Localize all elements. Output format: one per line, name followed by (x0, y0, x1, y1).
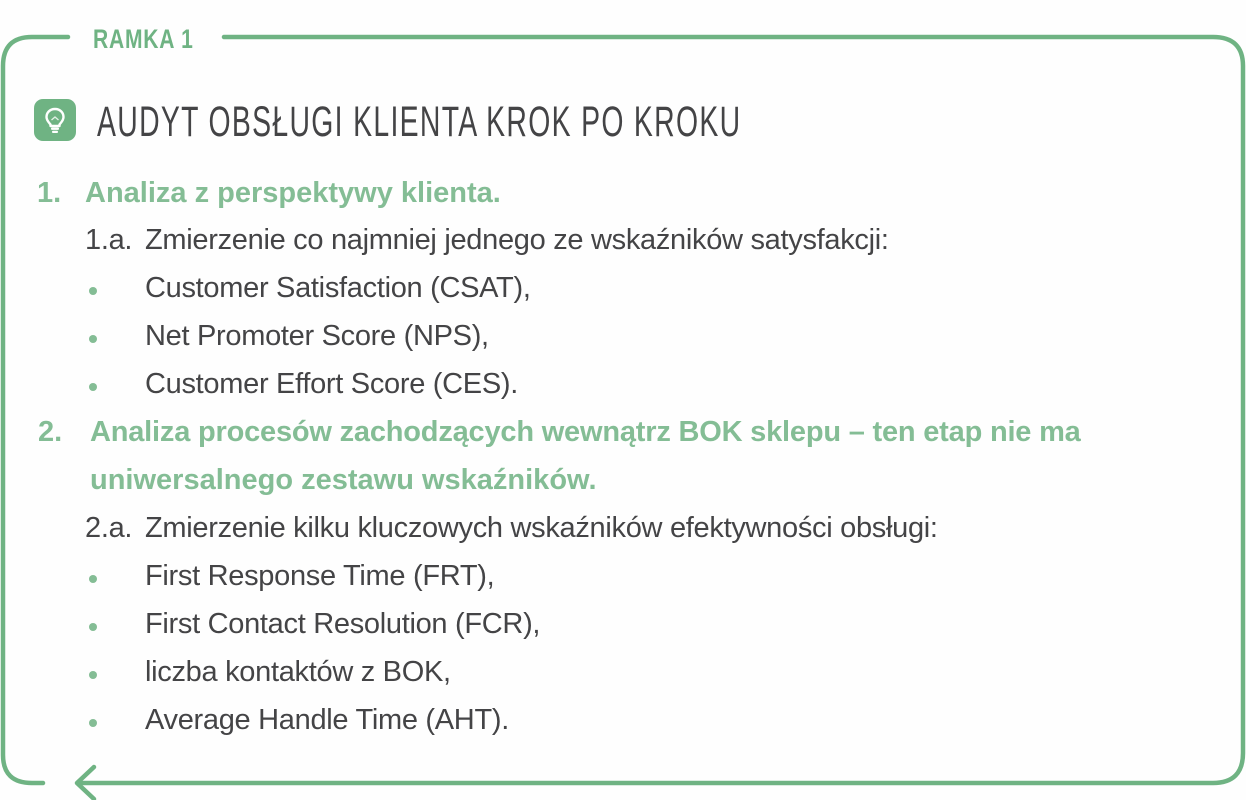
step-1-heading: Analiza z perspektywy klienta. (85, 177, 501, 209)
bullet-icon (89, 335, 97, 343)
step-1-number: 1. (37, 177, 62, 209)
step-2a-text: Zmierzenie kilku kluczowych wskaźników efektywności obsługi: (145, 512, 938, 544)
step-1a-text: Zmierzenie co najmniej jednego ze wskaźników satysfakcji: (145, 224, 889, 256)
frame-label: RAMKA 1 (93, 24, 194, 54)
step-1a-number: 1.a. (85, 224, 133, 256)
list-item: First Response Time (FRT), (145, 560, 495, 592)
step-2-number: 2. (38, 416, 63, 448)
bullet-icon (89, 623, 97, 631)
header (34, 98, 742, 146)
bullet-icon (89, 719, 97, 727)
bullet-icon (89, 671, 97, 679)
list-item: liczba kontaktów z BOK, (145, 656, 451, 688)
list-item: Customer Satisfaction (CSAT), (145, 272, 531, 304)
bullet-icon (89, 383, 97, 391)
bullet-icon (89, 287, 97, 295)
bullet-icon (89, 575, 97, 583)
list-item: Average Handle Time (AHT). (145, 704, 509, 736)
list-item: Net Promoter Score (NPS), (145, 320, 489, 352)
list-item: Customer Effort Score (CES). (145, 368, 519, 400)
lightbulb-icon (34, 99, 76, 141)
step-2-heading-line-1: Analiza procesów zachodzących wewnątrz BOK sklepu – ten etap nie ma (90, 416, 1081, 448)
step-2-heading-line-2: uniwersalnego zestawu wskaźników. (90, 464, 597, 496)
page-title: AUDYT OBSŁUGI KLIENTA KROK PO KROKU (97, 98, 742, 146)
list-item: First Contact Resolution (FCR), (145, 608, 541, 640)
step-2a-number: 2.a. (85, 512, 133, 544)
